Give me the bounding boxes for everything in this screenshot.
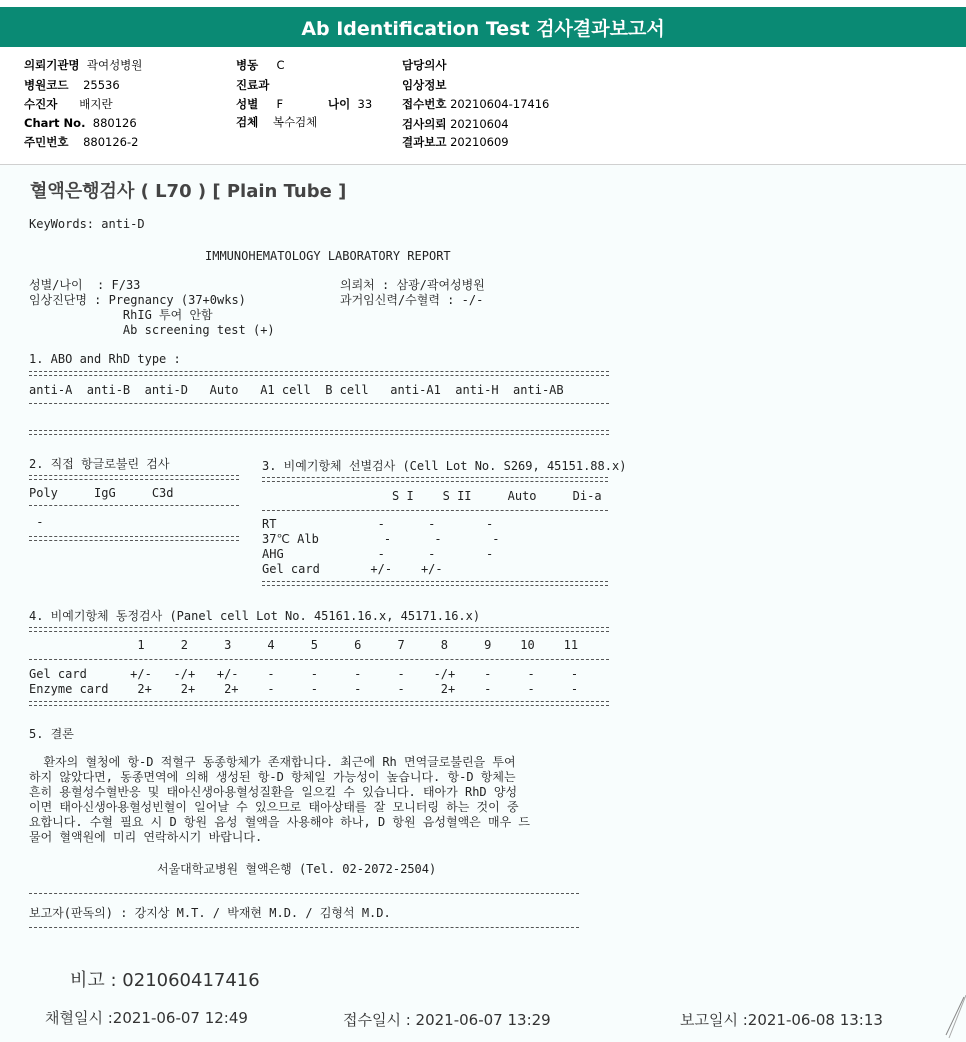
report-header: [0, 47, 966, 165]
section-3-title: 3. 비예기항체 선별검사 (Cell Lot No. S269, 45151.88.x): [262, 459, 627, 473]
divider: [29, 403, 609, 404]
header-field: 검사의뢰 20210604: [402, 117, 509, 131]
header-field: 접수번호 20210604-17416: [402, 97, 550, 111]
patient-line: Ab screening test (+): [29, 323, 275, 337]
header-field: 의뢰기관명 곽여성병원: [24, 58, 143, 72]
section-3-header: S I S II Auto Di-a: [262, 489, 602, 503]
patient-line: 성별/나이 : F/33: [29, 278, 141, 292]
divider: [29, 627, 609, 632]
request-line: 과거임신력/수혈력 : -/-: [340, 293, 484, 307]
section-2-value: -: [29, 515, 44, 529]
document-heading: 혈액은행검사 ( L70 ) [ Plain Tube ]: [30, 181, 347, 202]
header-field: 진료과: [236, 78, 270, 92]
request-line: 의뢰처 : 삼광/곽여성병원: [340, 278, 485, 292]
hospital-contact: 서울대학교병원 혈액은행 (Tel. 02-2072-2504): [157, 862, 437, 876]
received-time: 접수일시 : 2021-06-07 13:29: [343, 1011, 551, 1029]
section-3-row: 37℃ Alb - - -: [262, 532, 500, 546]
divider: [262, 581, 608, 586]
section-3-row: AHG - - -: [262, 547, 494, 561]
divider: [29, 701, 609, 706]
divider: [29, 659, 609, 660]
section-5-title: 5. 결론: [29, 727, 74, 741]
header-field: 병원코드 25536: [24, 78, 120, 92]
conclusion-line: 흔히 용혈성수혈반응 및 태아신생아용혈성질환을 일으킬 수 있습니다. 태아가 RhD 양성: [29, 785, 518, 799]
section-4-title: 4. 비예기항체 동정검사 (Panel cell Lot No. 45161.16.x, 45171.16.x): [29, 609, 481, 623]
section-4-row: Enzyme card 2+ 2+ 2+ - - - - 2+ - - -: [29, 682, 579, 696]
divider: [29, 430, 609, 435]
note-field: 비고 : 021060417416: [70, 970, 260, 991]
divider: [29, 505, 239, 506]
header-field: 성별 F: [236, 97, 284, 111]
header-field-age: 나이 33: [328, 97, 373, 111]
header-field: 주민번호 880126-2: [24, 135, 139, 149]
section-4-row: Gel card +/- -/+ +/- - - - - -/+ - - -: [29, 667, 579, 681]
conclusion-line: 이면 태아신생아용혈성빈혈이 일어날 수 있으므로 태아상태를 잘 모니터링 하는 것이 중: [29, 800, 519, 814]
report-document: [0, 165, 966, 1042]
section-2-header: Poly IgG C3d: [29, 486, 174, 500]
divider: [29, 475, 239, 480]
section-1-header: anti-A anti-B anti-D Auto A1 cell B cell anti-A1 anti-H anti-AB: [29, 383, 564, 397]
patient-line: RhIG 투여 안함: [29, 308, 213, 322]
divider: [29, 893, 579, 894]
divider: [29, 927, 579, 928]
section-4-header: 1 2 3 4 5 6 7 8 9 10 11: [29, 638, 579, 652]
header-field: Chart No. 880126: [24, 116, 137, 130]
header-field: 수진자 배지란: [24, 97, 113, 111]
report-title: Ab Identification Test 검사결과보고서: [0, 7, 966, 47]
collected-time: 채혈일시 :2021-06-07 12:49: [45, 1009, 248, 1027]
section-3-row: RT - - -: [262, 517, 494, 531]
header-field: 검체 복수검체: [236, 115, 318, 129]
conclusion-line: 하지 않았다면, 동종면역에 의해 생성된 항-D 항체일 가능성이 높습니다. 항-D 항체는: [29, 770, 516, 784]
lab-title: IMMUNOHEMATOLOGY LABORATORY REPORT: [205, 249, 451, 263]
divider: [29, 371, 609, 376]
header-field: 결과보고 20210609: [402, 135, 509, 149]
section-3-row: Gel card +/- +/-: [262, 562, 443, 576]
divider: [262, 477, 608, 482]
section-1-title: 1. ABO and RhD type :: [29, 352, 181, 366]
divider: [262, 510, 608, 511]
keywords: KeyWords: anti-D: [29, 217, 145, 231]
header-field: 임상정보: [402, 78, 447, 92]
reported-time: 보고일시 :2021-06-08 13:13: [680, 1011, 883, 1029]
page-curl-mark: [940, 995, 966, 1040]
reporter-line: 보고자(판독의) : 강지상 M.T. / 박재현 M.D. / 김형석 M.D.: [29, 906, 391, 920]
section-2-title: 2. 직접 항글로불린 검사: [29, 457, 170, 471]
conclusion-line: 물어 혈액원에 미리 연락하시기 바랍니다.: [29, 830, 263, 844]
divider: [29, 536, 239, 541]
conclusion-line: 요합니다. 수혈 필요 시 D 항원 음성 혈액을 사용해야 하나, D 항원 음성혈액은 매우 드: [29, 815, 530, 829]
header-field: 병동 C: [236, 58, 285, 72]
header-field: 담당의사: [402, 58, 447, 72]
patient-line: 임상진단명 : Pregnancy (37+0wks): [29, 293, 246, 307]
conclusion-line: 환자의 혈청에 항-D 적혈구 동종항체가 존재합니다. 최근에 Rh 면역글로불린을 투여: [29, 755, 516, 769]
